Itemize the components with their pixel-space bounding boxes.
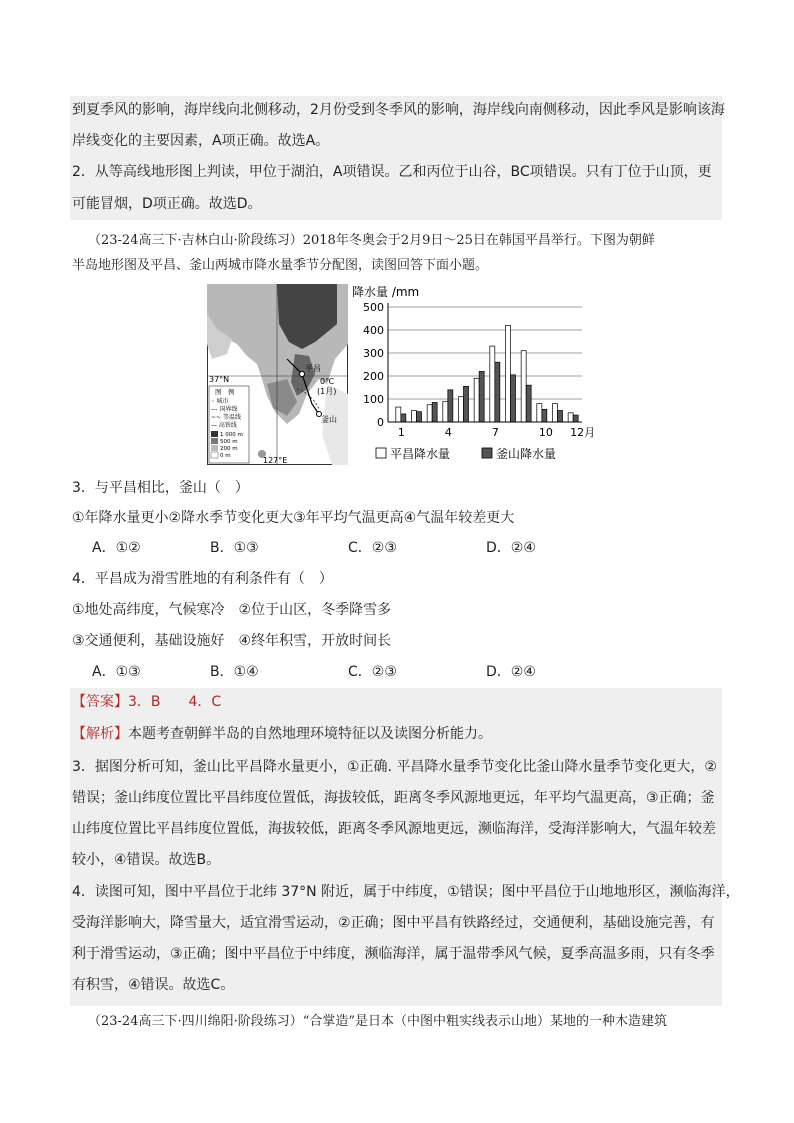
bar-busan-month-6	[479, 371, 484, 422]
analysis-q4-line-2: 受海洋影响大，降雪量大，适宜滑雪运动，②正确；图中平昌有铁路经过，交通便利，基础设施完善，有	[72, 915, 715, 931]
bar-pyeongchang-month-4	[443, 401, 448, 422]
answer-label: 【答案】	[72, 694, 128, 710]
prev-explanation-line-4: 可能冒烟，D项正确。故选D。	[72, 196, 262, 212]
chart-x-tick-12: 12月	[570, 426, 596, 439]
map-legend-item-1: ◦ 城市	[211, 398, 229, 405]
bar-pyeongchang-month-9	[521, 351, 526, 422]
prev-explanation-line-3: 2．从等高线地形图上判读，甲位于湖泊，A项错误。乙和丙位于山谷，BC项错误。只有丁位于山顶，更	[72, 164, 712, 180]
analysis-label: 【解析】	[72, 726, 128, 742]
map-elev-1: 1 000 m	[220, 432, 243, 438]
legend-label-0: 平昌降水量	[390, 447, 451, 461]
chart-x-tick-7: 7	[491, 426, 499, 439]
q4-option-d[interactable]: D．②④	[486, 664, 536, 680]
chart-x-tick-4: 4	[444, 426, 452, 439]
bar-pyeongchang-month-12	[568, 413, 573, 422]
bar-pyeongchang-month-8	[505, 325, 510, 422]
bar-pyeongchang-month-3	[427, 405, 432, 422]
korea-topographic-map	[207, 284, 348, 465]
prev-explanation-line-2: 岸线变化的主要因素，A项正确。故选A。	[72, 133, 330, 149]
intro-line-1: （23-24高三下·吉林白山·阶段练习）2018年冬奥会于2月9日～25日在韩国平昌举行。下图为朝鲜	[88, 233, 655, 248]
legend-swatch-0	[376, 448, 386, 458]
q4-option-b[interactable]: B．①④	[210, 664, 259, 680]
bar-busan-month-8	[511, 375, 516, 422]
bar-busan-month-12	[573, 415, 578, 422]
bar-pyeongchang-month-10	[537, 404, 542, 422]
q4-stem: 4．平昌成为滑雪胜地的有利条件有（ ）	[72, 571, 333, 587]
q4-statements-1: ①地处高纬度，气候寒冷 ②位于山区，冬季降雪多	[72, 602, 392, 618]
q3-option-d[interactable]: D．②④	[486, 540, 536, 556]
q3-stem: 3．与平昌相比，釜山（ ）	[72, 480, 249, 496]
map-elev-4: 0 m	[220, 453, 231, 459]
bar-busan-month-7	[495, 362, 500, 422]
map-elev-2: 500 m	[220, 439, 238, 445]
analysis-q3-line-2: 错误；釜山纬度位置比平昌纬度位置低，海拔较低，距离冬季风源地更远，年平均气温更高，③正确；釜	[72, 790, 715, 806]
next-intro-line-1: （23-24高三下·四川绵阳·阶段练习）“合掌造”是日本（中图中粗实线表示山地）某地的一种木造建筑	[88, 1014, 668, 1029]
q3-option-a[interactable]: A．①②	[92, 540, 141, 556]
bar-busan-month-9	[526, 385, 531, 422]
chart-y-tick-100: 100	[363, 393, 384, 406]
chart-y-tick-300: 300	[363, 347, 384, 360]
bar-busan-month-1	[401, 414, 406, 422]
answer-line	[72, 692, 221, 712]
map-month-label: (1月)	[317, 387, 337, 396]
chart-x-tick-1: 1	[397, 426, 405, 439]
analysis-q3-line-4: 较小，④错误。故选B。	[72, 852, 221, 868]
q3-option-b[interactable]: B．①③	[210, 540, 259, 556]
prev-explanation-line-1: 到夏季风的影响，海岸线向北侧移动，2月份受到冬季风的影响，海岸线向南侧移动，因此季风是影响该海	[72, 102, 725, 118]
analysis-q3-line-1: 3．据图分析可知，釜山比平昌降水量更小，①正确. 平昌降水量季节变化比釜山降水量季节变化更大，②	[72, 759, 717, 775]
bar-pyeongchang-month-7	[490, 346, 495, 422]
chart-y-tick-200: 200	[363, 370, 384, 383]
q4-statements-2: ③交通便利，基础设施好 ④终年积雪，开放时间长	[72, 633, 392, 649]
bar-pyeongchang-month-11	[552, 404, 557, 422]
analysis-q4-line-4: 有积雪，④错误。故选C。	[72, 977, 235, 993]
analysis-q4-line-1: 4．读图可知，图中平昌位于北纬 37°N 附近，属于中纬度，①错误；图中平昌位于山地地形区，濒临海洋，	[72, 884, 740, 900]
map-city2-label: 釜山	[321, 415, 337, 424]
bar-busan-month-5	[464, 386, 469, 422]
analysis-intro-line	[72, 724, 492, 744]
map-temp-label: 0℃	[320, 377, 335, 386]
precipitation-bar-chart	[350, 282, 596, 467]
map-legend-item-3: ~~ 等温线	[211, 414, 241, 421]
q4-option-c[interactable]: C．②③	[348, 664, 397, 680]
chart-y-tick-0: 0	[377, 416, 384, 429]
legend-swatch-1	[482, 448, 492, 458]
analysis-intro: 本题考查朝鲜半岛的自然地理环境特征以及读图分析能力。	[128, 726, 492, 742]
map-lon-label: 127°E	[263, 456, 288, 465]
bar-busan-month-4	[448, 390, 453, 422]
intro-line-2: 半岛地形图及平昌、釜山两城市降水量季节分配图，读图回答下面小题。	[72, 258, 489, 273]
q3-option-c[interactable]: C．②③	[348, 540, 397, 556]
map-legend-item-2: --- 国界线	[211, 406, 238, 413]
chart-ylabel: 降水量 /mm	[352, 285, 420, 299]
bar-busan-month-3	[432, 402, 437, 422]
q4-option-a[interactable]: A．①③	[92, 664, 141, 680]
q3-statements: ①年降水量更小②降水季节变化更大③年平均气温更高④气温年较差更大	[72, 510, 515, 526]
answer-text: 3．B 4．C	[128, 694, 222, 710]
bar-busan-month-11	[558, 411, 563, 423]
chart-y-tick-400: 400	[363, 324, 384, 337]
map-lat-label: 37°N	[209, 375, 230, 384]
bar-pyeongchang-month-5	[458, 397, 463, 422]
analysis-q4-line-3: 利于滑雪运动，③正确；图中平昌位于中纬度，濒临海洋，属于温带季风气候，夏季高温多雨，只有冬季	[72, 946, 715, 962]
legend-label-1: 釜山降水量	[496, 447, 557, 461]
bar-pyeongchang-month-6	[474, 378, 479, 422]
bar-pyeongchang-month-2	[411, 411, 416, 423]
chart-x-tick-10: 10	[538, 426, 553, 439]
bar-busan-month-2	[417, 412, 422, 422]
chart-y-tick-500: 500	[363, 301, 384, 314]
analysis-q3-line-3: 山纬度位置比平昌纬度位置低，海拔较低，距离冬季风源地更远，濒临海洋，受海洋影响大，气温年较差	[72, 821, 716, 837]
map-legend-title: 图 例	[215, 388, 235, 396]
map-city1-label: 平昌	[305, 364, 321, 373]
bar-pyeongchang-month-1	[396, 407, 401, 422]
bar-busan-month-10	[542, 409, 547, 422]
map-legend-item-4: — 高铁线	[211, 422, 237, 429]
map-elev-3: 200 m	[220, 446, 238, 452]
